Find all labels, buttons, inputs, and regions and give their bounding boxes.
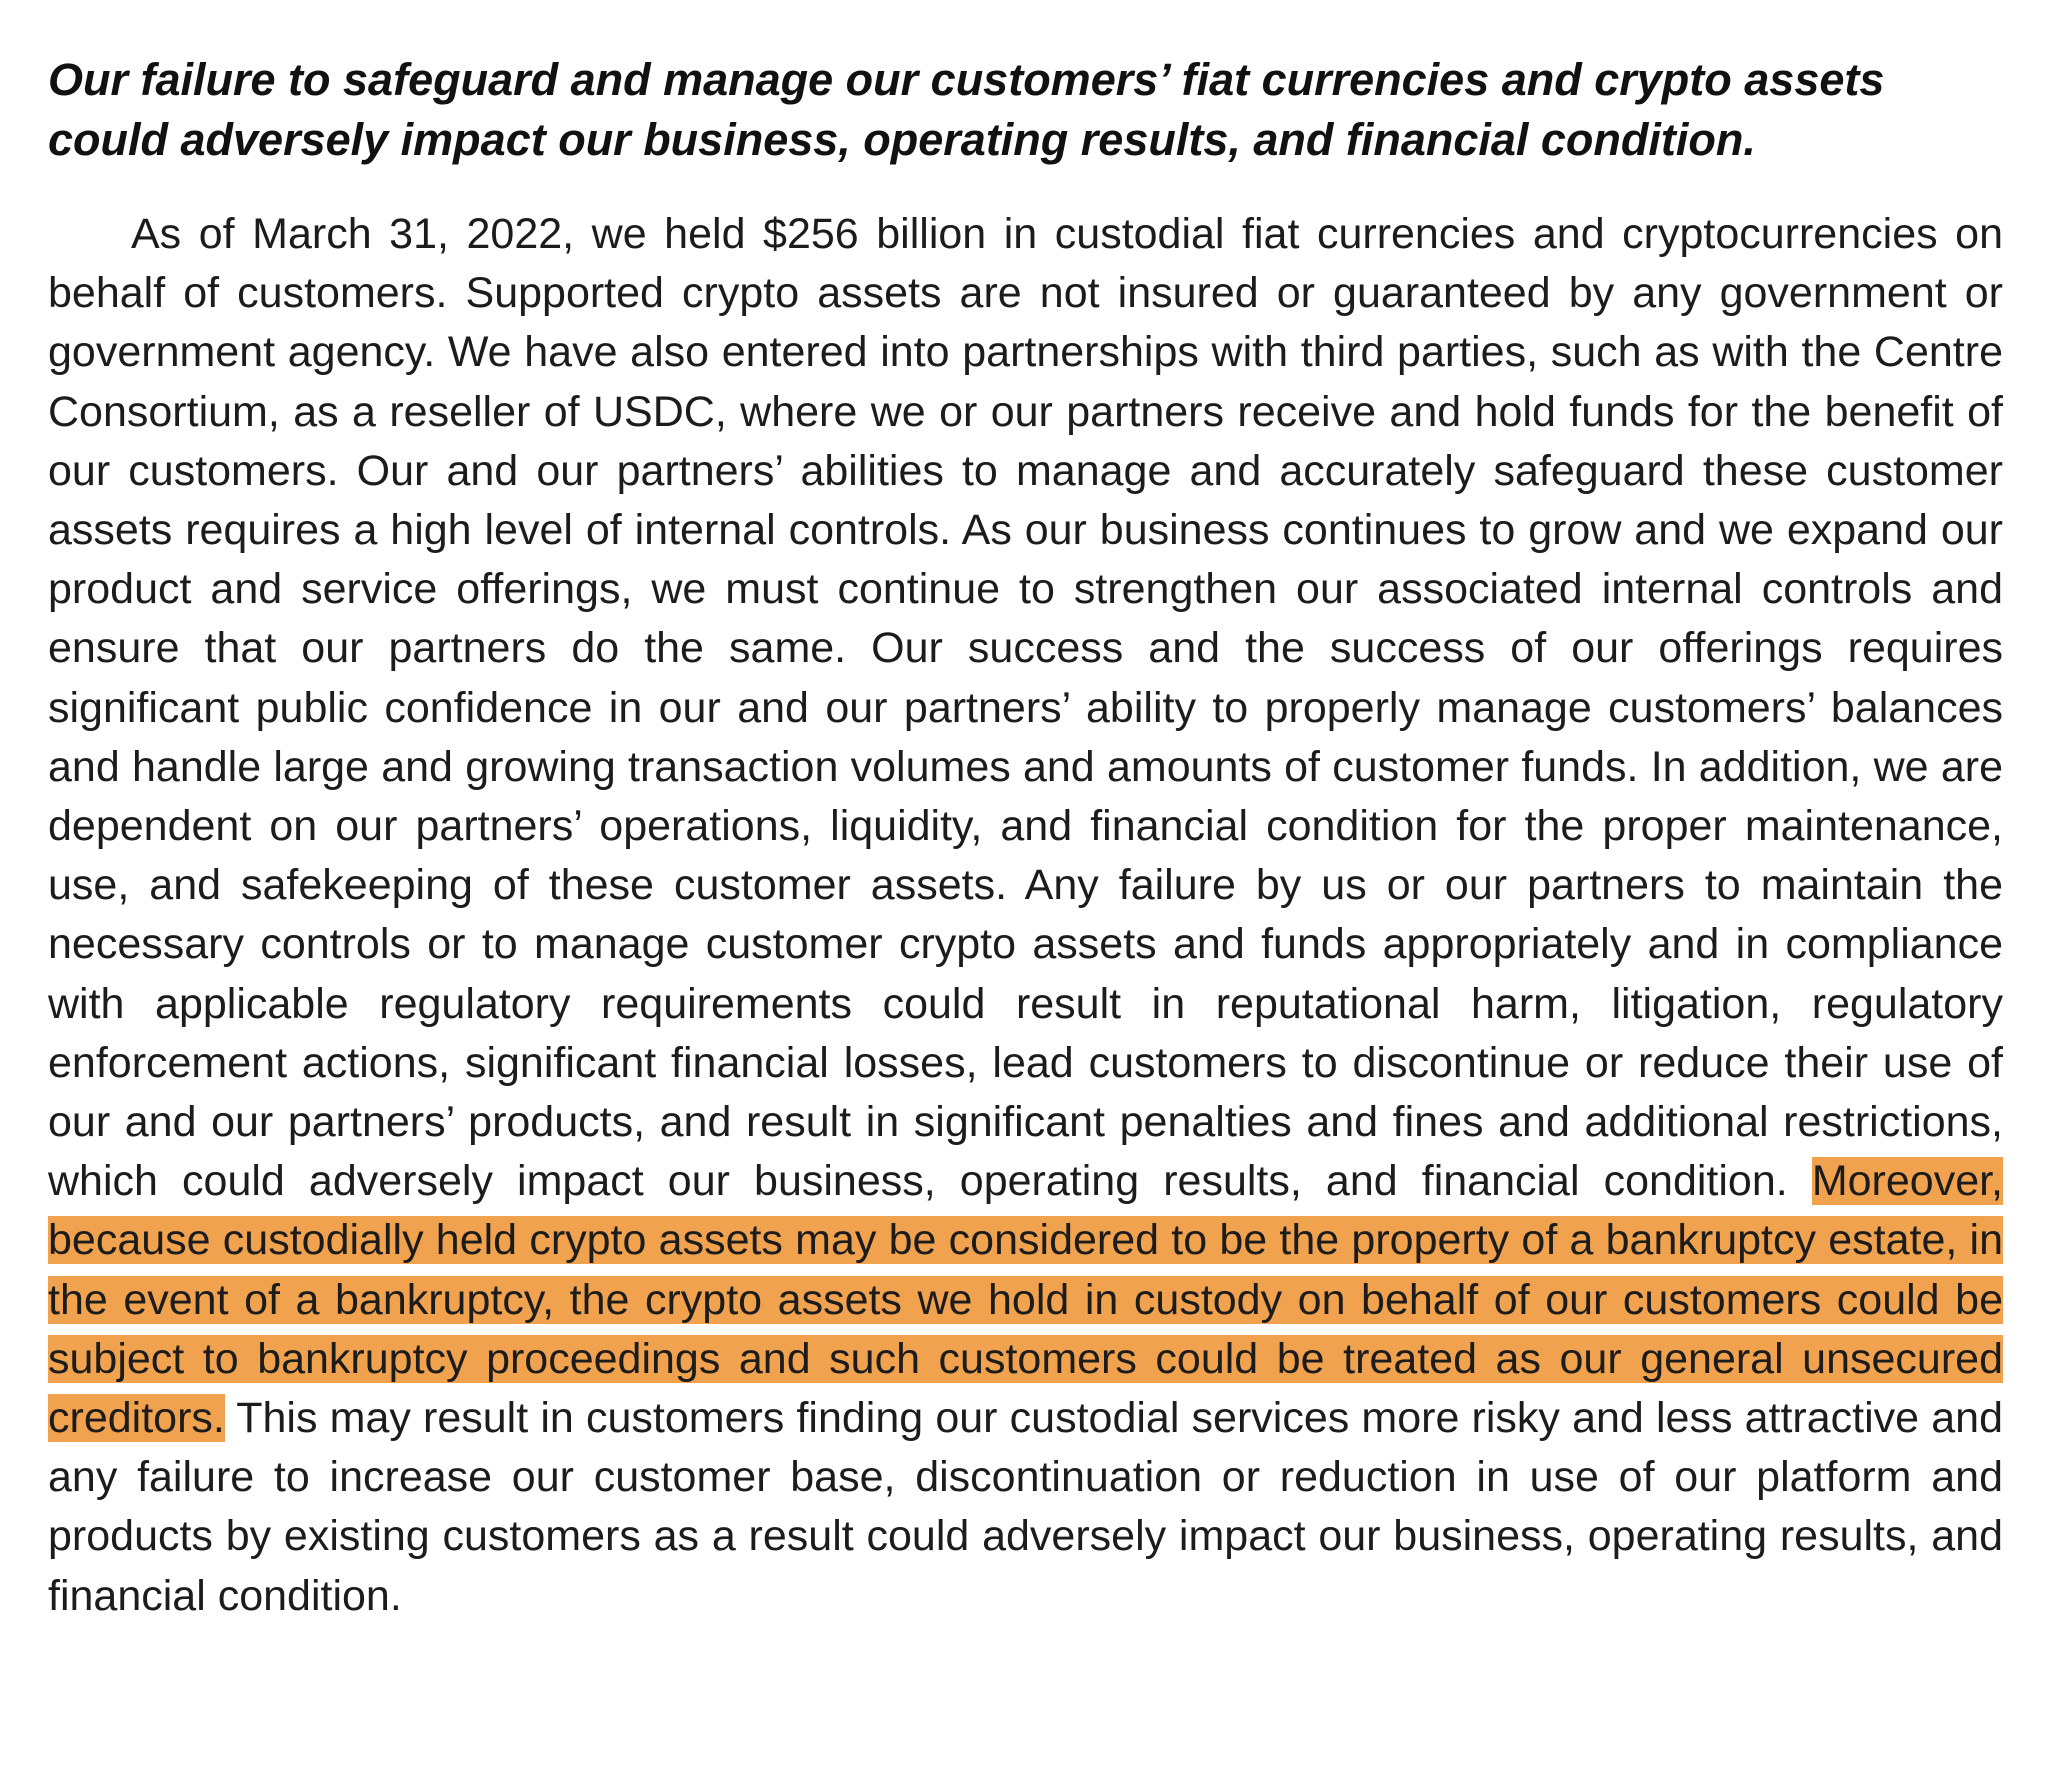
- document-page: [48, 50, 2003, 1626]
- risk-factor-body: [48, 205, 2003, 1626]
- heading-line-2: could adversely impact our business, operating results, and financial condition.: [48, 114, 1756, 165]
- risk-factor-heading: [48, 50, 2003, 170]
- body-text-before-highlight: As of March 31, 2022, we held $256 billion in custodial fiat currencies and cryptocurrencies on behalf of customers. Supported crypto assets are not insured or guaranteed by any government or government agency. We have also entered into partnerships with third parties, such as with the Centre Consortium, as a reseller of USDC, where we or our partners receive and hold funds for the benefit of our customers. Our and our partners’ abilities to manage and accurately safeguard these customer assets requires a high level of internal controls. As our business continues to grow and we expand our product and service offerings, we must continue to strengthen our associated internal controls and ensure that our partners do the same. Our success and the success of our offerings requires significant public confidence in our and our partners’ ability to properly manage customers’ balances and handle large and growing transaction volumes and amounts of customer funds. In addition, we are dependent on our partners’ operations, liquidity, and financial condition for the proper maintenance, use, and safekeeping of these customer assets. Any failure by us or our partners to maintain the necessary controls or to manage customer crypto assets and funds appropriately and in compliance with applicable regulatory requirements could result in reputational harm, litigation, regulatory enforcement actions, significant financial losses, lead customers to discontinue or reduce their use of our and our partners’ products, and result in significant penalties and fines and additional restrictions, which could adversely impact our business, operating results, and financial condition.: [48, 210, 2003, 1206]
- highlighted-text: Moreover, because custodially held crypto assets may be considered to be the property of a bankruptcy estate, in the event of a bankruptcy, the crypto assets we hold in custody on behalf of our customers could be subject to bankruptcy proceedings and such customers could be treated as our general unsecured creditors.: [48, 1157, 2004, 1443]
- body-text-after-highlight: This may result in customers finding our custodial services more risky and less attractive and any failure to increase our customer base, discontinuation or reduction in use of our platform and products by existing customers as a result could adversely impact our business, operating results, and financial condition.: [48, 1394, 2003, 1620]
- heading-line-1: Our failure to safeguard and manage our customers’ fiat currencies and crypto assets: [48, 54, 1885, 105]
